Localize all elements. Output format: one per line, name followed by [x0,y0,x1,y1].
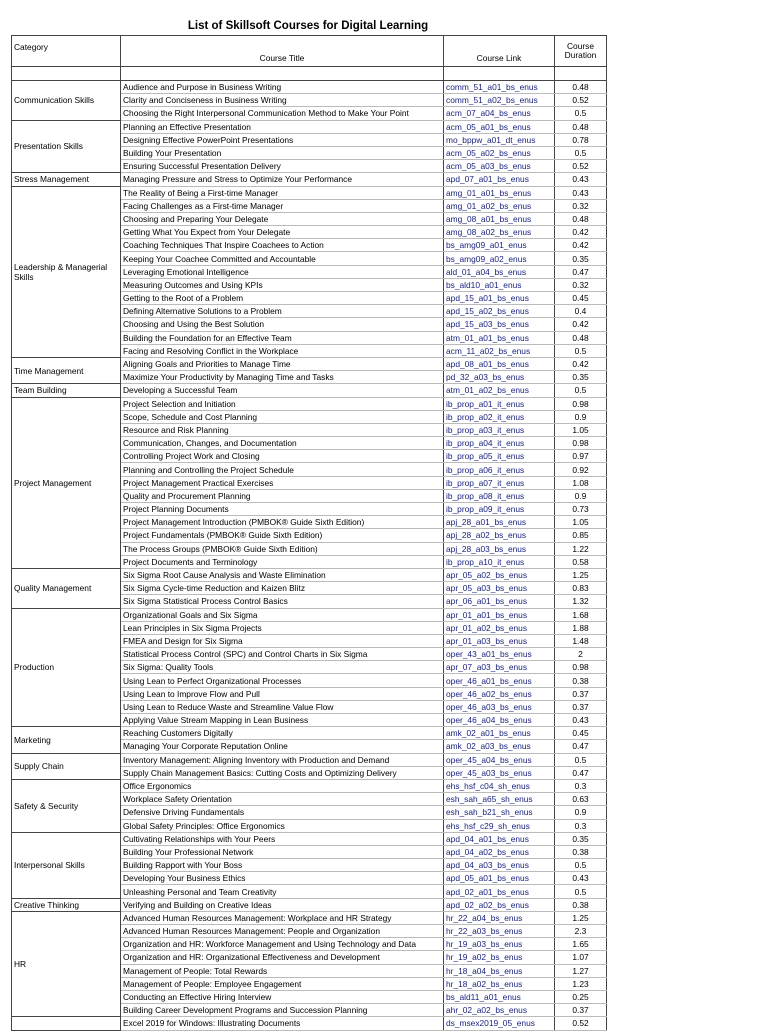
course-title-cell: Building Rapport with Your Boss [121,859,444,872]
course-duration-cell: 0.83 [555,582,607,595]
table-row [12,779,607,792]
course-link[interactable]: esh_sah_a65_sh_enus [444,793,555,806]
course-title-cell: Building the Foundation for an Effective Team [121,331,444,344]
course-link[interactable]: hr_19_a03_bs_enus [444,938,555,951]
course-duration-cell: 1.23 [555,977,607,990]
course-link[interactable]: apr_06_a01_bs_enus [444,595,555,608]
course-link[interactable]: apd_08_a01_bs_enus [444,357,555,370]
course-link[interactable]: hr_22_a03_bs_enus [444,925,555,938]
course-duration-cell: 0.47 [555,740,607,753]
course-title-cell: Keeping Your Coachee Committed and Accountable [121,252,444,265]
course-title-cell: Controlling Project Work and Closing [121,450,444,463]
course-duration-cell: 0.9 [555,489,607,502]
course-duration-cell: 0.42 [555,226,607,239]
course-link[interactable]: ib_prop_a03_it_enus [444,423,555,436]
course-duration-cell: 1.68 [555,608,607,621]
course-title-cell: Project Fundamentals (PMBOK® Guide Sixth Edition) [121,529,444,542]
course-duration-cell: 0.43 [555,872,607,885]
course-duration-cell: 0.98 [555,661,607,674]
course-duration-cell: 0.47 [555,766,607,779]
category-cell: Presentation Skills [12,120,121,173]
course-title-cell: Organization and HR: Workforce Management and Using Technology and Data [121,938,444,951]
course-title-cell: The Process Groups (PMBOK® Guide Sixth Edition) [121,542,444,555]
course-title-cell: Communication, Changes, and Documentation [121,437,444,450]
document-title: List of Skillsoft Courses for Digital Learning [187,20,429,32]
course-title-cell: Using Lean to Improve Flow and Pull [121,687,444,700]
course-duration-cell: 1.22 [555,542,607,555]
category-cell: Interpersonal Skills [12,832,121,898]
course-duration-cell: 0.38 [555,674,607,687]
course-title-cell: Excel 2019 for Windows: Illustrating Documents [121,1017,444,1030]
course-title-cell: Quality and Procurement Planning [121,489,444,502]
header-row [12,36,607,67]
course-link[interactable]: acm_05_a02_bs_enus [444,146,555,159]
course-link[interactable]: oper_45_a04_bs_enus [444,753,555,766]
course-link[interactable]: amk_02_a03_bs_enus [444,740,555,753]
course-title-cell: Inventory Management: Aligning Inventory with Production and Demand [121,753,444,766]
table-row [12,173,607,186]
course-title-cell: Ensuring Successful Presentation Delivery [121,160,444,173]
course-duration-cell: 0.52 [555,1017,607,1030]
course-title-cell: Using Lean to Perfect Organizational Processes [121,674,444,687]
course-duration-cell: 2.3 [555,925,607,938]
course-link[interactable]: pd_32_a03_bs_enus [444,371,555,384]
course-duration-cell: 0.45 [555,292,607,305]
course-title-cell: Statistical Process Control (SPC) and Control Charts in Six Sigma [121,648,444,661]
course-title-cell: Project Management Introduction (PMBOK® Guide Sixth Edition) [121,516,444,529]
table-row [12,911,607,924]
course-title-cell: Organizational Goals and Six Sigma [121,608,444,621]
course-title-cell: Getting to the Root of a Problem [121,292,444,305]
course-duration-cell: 0.43 [555,186,607,199]
course-link[interactable]: atm_01_a01_bs_enus [444,331,555,344]
course-title-cell: FMEA and Design for Six Sigma [121,634,444,647]
category-cell: Marketing [12,727,121,753]
course-link[interactable]: oper_45_a03_bs_enus [444,766,555,779]
category-cell: Project Management [12,397,121,568]
course-duration-cell: 0.98 [555,397,607,410]
course-link[interactable]: oper_46_a02_bs_enus [444,687,555,700]
table-row [12,120,607,133]
course-title-cell: Reaching Customers Digitally [121,727,444,740]
course-link[interactable]: acm_05_a03_bs_enus [444,160,555,173]
course-duration-cell: 0.52 [555,94,607,107]
courses-table [11,35,607,1031]
header-course-title: Course Title [121,36,444,67]
course-title-cell: Managing Your Corporate Reputation Online [121,740,444,753]
course-link[interactable]: amg_08_a01_bs_enus [444,212,555,225]
course-duration-cell: 0.37 [555,1004,607,1017]
course-title-cell: Advanced Human Resources Management: People and Organization [121,925,444,938]
course-title-cell: Planning an Effective Presentation [121,120,444,133]
category-cell: Creative Thinking [12,898,121,911]
course-link[interactable]: ib_prop_a10_it_enus [444,555,555,568]
course-link[interactable]: mo_bppw_a01_dt_enus [444,133,555,146]
header-course-link: Course Link [444,36,555,67]
table-row [12,1017,607,1030]
course-duration-cell: 0.48 [555,331,607,344]
course-duration-cell: 0.43 [555,714,607,727]
blank-row [12,67,607,81]
course-duration-cell: 0.5 [555,885,607,898]
course-duration-cell: 0.73 [555,503,607,516]
course-title-cell: Coaching Techniques That Inspire Coachees to Action [121,239,444,252]
course-title-cell: Office Ergonomics [121,779,444,792]
course-title-cell: Organization and HR: Organizational Effectiveness and Development [121,951,444,964]
course-title-cell: Resource and Risk Planning [121,423,444,436]
course-duration-cell: 0.42 [555,357,607,370]
course-title-cell: Designing Effective PowerPoint Presentations [121,133,444,146]
table-row [12,357,607,370]
course-link[interactable]: ib_prop_a06_it_enus [444,463,555,476]
course-duration-cell: 0.48 [555,81,607,94]
course-link[interactable]: ehs_hsf_c04_sh_enus [444,779,555,792]
course-duration-cell: 1.25 [555,911,607,924]
course-title-cell: Aligning Goals and Priorities to Manage Time [121,357,444,370]
course-link[interactable]: ib_prop_a04_it_enus [444,437,555,450]
course-link[interactable]: apd_02_a01_bs_enus [444,885,555,898]
course-title-cell: Choosing and Preparing Your Delegate [121,212,444,225]
course-link[interactable]: apr_05_a02_bs_enus [444,568,555,581]
table-row [12,81,607,94]
category-cell: Supply Chain [12,753,121,779]
course-link[interactable]: bs_ald11_a01_enus [444,990,555,1003]
course-duration-cell: 0.43 [555,173,607,186]
course-duration-cell: 1.27 [555,964,607,977]
course-title-cell: Clarity and Conciseness in Business Writing [121,94,444,107]
category-cell: HR [12,911,121,1017]
course-duration-cell: 0.9 [555,806,607,819]
course-duration-cell: 1.07 [555,951,607,964]
course-link[interactable]: bs_amg09_a01_enus [444,239,555,252]
course-duration-cell: 0.52 [555,160,607,173]
course-title-cell: Measuring Outcomes and Using KPIs [121,278,444,291]
course-duration-cell: 0.48 [555,212,607,225]
course-duration-cell: 1.25 [555,568,607,581]
course-link[interactable]: atm_01_a02_bs_enus [444,384,555,397]
course-title-cell: Building Your Professional Network [121,845,444,858]
course-duration-cell: 1.48 [555,634,607,647]
course-link[interactable]: bs_amg09_a02_enus [444,252,555,265]
course-duration-cell: 0.42 [555,318,607,331]
course-duration-cell: 0.32 [555,199,607,212]
course-duration-cell: 0.48 [555,120,607,133]
course-title-cell: Workplace Safety Orientation [121,793,444,806]
course-link[interactable]: hr_18_a02_bs_enus [444,977,555,990]
course-title-cell: Scope, Schedule and Cost Planning [121,410,444,423]
course-duration-cell: 1.65 [555,938,607,951]
course-link[interactable]: ib_prop_a05_it_enus [444,450,555,463]
course-link[interactable]: ehs_hsf_c29_sh_enus [444,819,555,832]
course-link[interactable]: amg_01_a02_bs_enus [444,199,555,212]
course-link[interactable]: apd_05_a01_bs_enus [444,872,555,885]
table-row [12,608,607,621]
course-duration-cell: 0.98 [555,437,607,450]
course-title-cell: Project Selection and Initiation [121,397,444,410]
course-duration-cell: 0.78 [555,133,607,146]
course-link[interactable]: apr_05_a03_bs_enus [444,582,555,595]
table-row [12,186,607,199]
course-title-cell: Planning and Controlling the Project Schedule [121,463,444,476]
course-link[interactable]: oper_43_a01_bs_enus [444,648,555,661]
course-duration-cell: 0.5 [555,384,607,397]
course-title-cell: Facing and Resolving Conflict in the Workplace [121,344,444,357]
table-row [12,753,607,766]
course-duration-cell: 0.3 [555,819,607,832]
course-link[interactable]: comm_51_a01_bs_enus [444,81,555,94]
course-duration-cell: 0.38 [555,898,607,911]
course-title-cell: Facing Challenges as a First-time Manager [121,199,444,212]
course-title-cell: Management of People: Total Rewards [121,964,444,977]
category-cell: Leadership & Managerial Skills [12,186,121,357]
course-duration-cell: 0.85 [555,529,607,542]
course-link[interactable]: acm_05_a01_bs_enus [444,120,555,133]
course-link[interactable]: acm_11_a02_bs_enus [444,344,555,357]
course-link[interactable]: hr_19_a02_bs_enus [444,951,555,964]
course-link[interactable]: apd_07_a01_bs_enus [444,173,555,186]
course-duration-cell: 0.5 [555,344,607,357]
course-link[interactable]: ib_prop_a02_it_enus [444,410,555,423]
course-link[interactable]: apr_07_a03_bs_enus [444,661,555,674]
course-link[interactable]: hr_22_a04_bs_enus [444,911,555,924]
course-link[interactable]: apr_01_a01_bs_enus [444,608,555,621]
course-link[interactable]: acm_07_a04_bs_enus [444,107,555,120]
category-cell: Communication Skills [12,81,121,121]
category-cell: Safety & Security [12,779,121,832]
course-duration-cell: 1.32 [555,595,607,608]
course-link[interactable]: apd_04_a01_bs_enus [444,832,555,845]
course-title-cell: Project Management Practical Exercises [121,476,444,489]
course-title-cell: Building Your Presentation [121,146,444,159]
course-duration-cell: 1.88 [555,621,607,634]
course-duration-cell: 0.42 [555,239,607,252]
course-duration-cell: 0.92 [555,463,607,476]
course-link[interactable]: ds_msex2019_05_enus [444,1017,555,1030]
course-link[interactable]: ahr_02_a02_bs_enus [444,1004,555,1017]
course-title-cell: Getting What You Expect from Your Delegate [121,226,444,239]
course-duration-cell: 0.37 [555,687,607,700]
course-title-cell: Defensive Driving Fundamentals [121,806,444,819]
course-duration-cell: 1.05 [555,516,607,529]
course-duration-cell: 0.45 [555,727,607,740]
table-row [12,397,607,410]
course-duration-cell: 1.08 [555,476,607,489]
table-row [12,832,607,845]
course-title-cell: Managing Pressure and Stress to Optimize Your Performance [121,173,444,186]
course-duration-cell: 0.9 [555,410,607,423]
course-title-cell: Six Sigma Cycle-time Reduction and Kaizen Blitz [121,582,444,595]
course-title-cell: Six Sigma Statistical Process Control Basics [121,595,444,608]
course-title-cell: Using Lean to Reduce Waste and Streamline Value Flow [121,700,444,713]
course-link[interactable]: comm_51_a02_bs_enus [444,94,555,107]
course-duration-cell: 0.3 [555,779,607,792]
course-duration-cell: 1.05 [555,423,607,436]
course-title-cell: Six Sigma Root Cause Analysis and Waste Elimination [121,568,444,581]
category-cell: Quality Management [12,568,121,608]
course-duration-cell: 2 [555,648,607,661]
course-duration-cell: 0.5 [555,107,607,120]
course-link[interactable]: apd_04_a03_bs_enus [444,859,555,872]
course-duration-cell: 0.4 [555,305,607,318]
course-link[interactable]: apj_28_a02_bs_enus [444,529,555,542]
course-duration-cell: 0.5 [555,859,607,872]
header-course-duration: Course Duration [555,36,607,67]
header-category: Category [12,36,121,67]
category-cell: Production [12,608,121,727]
course-title-cell: Developing Your Business Ethics [121,872,444,885]
course-link[interactable]: ib_prop_a08_it_enus [444,489,555,502]
course-title-cell: Choosing the Right Interpersonal Communication Method to Make Your Point [121,107,444,120]
course-duration-cell: 0.38 [555,845,607,858]
course-link[interactable]: amk_02_a01_bs_enus [444,727,555,740]
course-title-cell: Lean Principles in Six Sigma Projects [121,621,444,634]
course-link[interactable]: apd_15_a01_bs_enus [444,292,555,305]
course-duration-cell: 0.63 [555,793,607,806]
course-title-cell: Developing a Successful Team [121,384,444,397]
course-duration-cell: 0.25 [555,990,607,1003]
course-title-cell: Leveraging Emotional Intelligence [121,265,444,278]
course-title-cell: Management of People: Employee Engagement [121,977,444,990]
category-cell: Team Building [12,384,121,397]
course-title-cell: Global Safety Principles: Office Ergonomics [121,819,444,832]
course-title-cell: Choosing and Using the Best Solution [121,318,444,331]
course-link[interactable]: apd_15_a02_bs_enus [444,305,555,318]
course-title-cell: Project Planning Documents [121,503,444,516]
course-title-cell: Applying Value Stream Mapping in Lean Business [121,714,444,727]
course-title-cell: Defining Alternative Solutions to a Problem [121,305,444,318]
table-row [12,727,607,740]
course-title-cell: Building Career Development Programs and Succession Planning [121,1004,444,1017]
course-duration-cell: 0.47 [555,265,607,278]
course-title-cell: Project Documents and Terminology [121,555,444,568]
category-cell [12,1017,121,1030]
course-duration-cell: 0.97 [555,450,607,463]
course-title-cell: Cultivating Relationships with Your Peers [121,832,444,845]
course-duration-cell: 0.5 [555,146,607,159]
course-duration-cell: 0.32 [555,278,607,291]
course-link[interactable]: ib_prop_a07_it_enus [444,476,555,489]
course-duration-cell: 0.35 [555,832,607,845]
course-link[interactable]: amg_01_a01_bs_enus [444,186,555,199]
course-title-cell: The Reality of Being a First-time Manager [121,186,444,199]
course-title-cell: Conducting an Effective Hiring Interview [121,990,444,1003]
course-link[interactable]: apj_28_a03_bs_enus [444,542,555,555]
course-link[interactable]: ald_01_a04_bs_enus [444,265,555,278]
course-duration-cell: 0.5 [555,753,607,766]
course-link[interactable]: apd_15_a03_bs_enus [444,318,555,331]
course-title-cell: Verifying and Building on Creative Ideas [121,898,444,911]
course-duration-cell: 0.35 [555,371,607,384]
course-duration-cell: 0.58 [555,555,607,568]
course-link[interactable]: oper_46_a04_bs_enus [444,714,555,727]
course-duration-cell: 0.37 [555,700,607,713]
course-link[interactable]: ib_prop_a09_it_enus [444,503,555,516]
course-title-cell: Six Sigma: Quality Tools [121,661,444,674]
course-link[interactable]: oper_46_a01_bs_enus [444,674,555,687]
course-link[interactable]: apr_01_a02_bs_enus [444,621,555,634]
course-link[interactable]: apj_28_a01_bs_enus [444,516,555,529]
category-cell: Time Management [12,357,121,383]
course-link[interactable]: apd_04_a02_bs_enus [444,845,555,858]
course-title-cell: Maximize Your Productivity by Managing Time and Tasks [121,371,444,384]
course-link[interactable]: hr_18_a04_bs_enus [444,964,555,977]
course-title-cell: Supply Chain Management Basics: Cutting Costs and Optimizing Delivery [121,766,444,779]
course-title-cell: Advanced Human Resources Management: Workplace and HR Strategy [121,911,444,924]
table-row [12,898,607,911]
course-link[interactable]: ib_prop_a01_it_enus [444,397,555,410]
course-duration-cell: 0.35 [555,252,607,265]
course-link[interactable]: bs_ald10_a01_enus [444,278,555,291]
course-link[interactable]: apd_02_a02_bs_enus [444,898,555,911]
course-link[interactable]: oper_46_a03_bs_enus [444,700,555,713]
table-row [12,568,607,581]
course-link[interactable]: esh_sah_b21_sh_enus [444,806,555,819]
course-title-cell: Unleashing Personal and Team Creativity [121,885,444,898]
course-title-cell: Audience and Purpose in Business Writing [121,81,444,94]
course-link[interactable]: amg_08_a02_bs_enus [444,226,555,239]
course-link[interactable]: apr_01_a03_bs_enus [444,634,555,647]
category-cell: Stress Management [12,173,121,186]
table-row [12,384,607,397]
